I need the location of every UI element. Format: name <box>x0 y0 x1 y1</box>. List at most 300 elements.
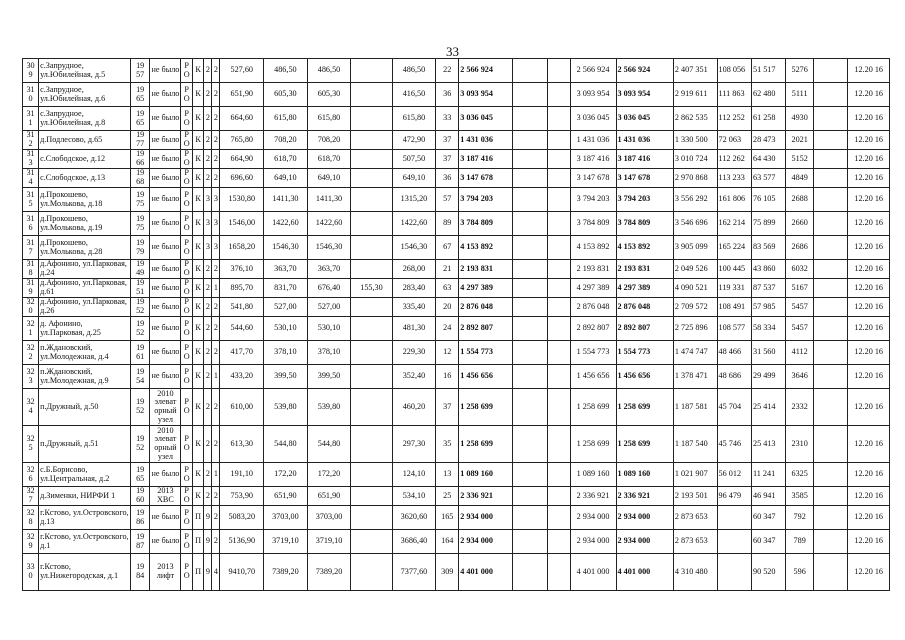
cell-t5: 62 480 <box>751 83 785 107</box>
cell-a1: 376,10 <box>220 260 264 279</box>
cell-repair: не было <box>150 131 181 150</box>
cell-empty <box>513 212 547 236</box>
cell-a1: 544,60 <box>220 317 264 341</box>
cell-addr: п.Ждановский, ул.Молодежная, д.4 <box>39 341 131 365</box>
cell-d: 12.20 16 <box>848 463 890 487</box>
table-row <box>23 298 890 317</box>
cell-year: 19 52 <box>130 298 150 317</box>
cell-t4: 56 012 <box>717 463 751 487</box>
cell-a3: 3703,00 <box>307 506 351 530</box>
cell-f: 9 <box>204 530 212 554</box>
cell-t: К <box>192 83 203 107</box>
cell-t5: 28 473 <box>751 131 785 150</box>
cell-a4 <box>351 426 392 463</box>
cell-a1: 895,70 <box>220 279 264 298</box>
cell-a4 <box>351 341 392 365</box>
cell-d: 12.20 16 <box>848 279 890 298</box>
cell-a2: 363,70 <box>264 260 308 279</box>
cell-d: 12.20 16 <box>848 530 890 554</box>
cell-t3: 4 310 480 <box>673 554 717 591</box>
cell-p: 89 <box>436 212 459 236</box>
cell-a5: 297,30 <box>392 426 436 463</box>
cell-repair: не было <box>150 279 181 298</box>
cell-t: К <box>192 260 203 279</box>
cell-m: Р О <box>181 188 192 212</box>
cell-t2: 2 876 048 <box>616 298 673 317</box>
cell-repair: не было <box>150 463 181 487</box>
cell-t: К <box>192 188 203 212</box>
cell-empty <box>813 506 847 530</box>
cell-a3: 3719,10 <box>307 530 351 554</box>
cell-addr: с.Запрудное, ул.Юбилейная, д.8 <box>39 107 131 131</box>
cell-cost: 1 554 773 <box>459 341 513 365</box>
cell-empty <box>547 83 570 107</box>
cell-d: 12.20 16 <box>848 188 890 212</box>
cell-a2: 615,80 <box>264 107 308 131</box>
cell-n: 32 3 <box>23 365 39 389</box>
table-row <box>23 188 890 212</box>
cell-year: 19 79 <box>130 236 150 260</box>
page-number: 33 <box>446 44 459 59</box>
cell-year: 19 49 <box>130 260 150 279</box>
cell-empty <box>513 83 547 107</box>
cell-t: К <box>192 212 203 236</box>
cell-p: 25 <box>436 487 459 506</box>
cell-a4 <box>351 212 392 236</box>
cell-p: 22 <box>436 59 459 83</box>
cell-addr: д.Афонино, ул.Парковая, д.26 <box>39 298 131 317</box>
cell-cost: 1 258 699 <box>459 426 513 463</box>
table-row <box>23 236 890 260</box>
cell-d: 12.20 16 <box>848 487 890 506</box>
cell-year: 19 75 <box>130 188 150 212</box>
cell-t3: 3 010 724 <box>673 150 717 169</box>
cell-a4 <box>351 107 392 131</box>
cell-d: 12.20 16 <box>848 365 890 389</box>
table-row <box>23 506 890 530</box>
table-row <box>23 365 890 389</box>
cell-cost: 4 401 000 <box>459 554 513 591</box>
cell-f: 3 <box>204 212 212 236</box>
cell-a3: 651,90 <box>307 487 351 506</box>
cell-empty <box>513 389 547 426</box>
cell-repair: не было <box>150 212 181 236</box>
cell-empty <box>547 188 570 212</box>
cell-t5: 57 985 <box>751 298 785 317</box>
cell-a1: 613,30 <box>220 426 264 463</box>
cell-n: 32 0 <box>23 298 39 317</box>
cell-year: 19 51 <box>130 279 150 298</box>
cell-repair: не было <box>150 530 181 554</box>
cell-a3: 172,20 <box>307 463 351 487</box>
cell-empty <box>813 188 847 212</box>
table-row <box>23 59 890 83</box>
cell-repair: не было <box>150 150 181 169</box>
cell-m: Р О <box>181 341 192 365</box>
cell-t6: 3646 <box>786 365 814 389</box>
cell-f: 2 <box>204 365 212 389</box>
cell-t5: 61 258 <box>751 107 785 131</box>
cell-cost: 1 431 036 <box>459 131 513 150</box>
cell-repair: не было <box>150 169 181 188</box>
cell-a4 <box>351 169 392 188</box>
cell-m: Р О <box>181 554 192 591</box>
cell-empty <box>513 487 547 506</box>
cell-t1: 2 336 921 <box>570 487 616 506</box>
cell-t1: 1 258 699 <box>570 426 616 463</box>
cell-n: 32 5 <box>23 426 39 463</box>
cell-e: 3 <box>212 212 220 236</box>
cell-m: Р О <box>181 487 192 506</box>
cell-t5: 90 520 <box>751 554 785 591</box>
cell-cost: 1 258 699 <box>459 389 513 426</box>
cell-d: 12.20 16 <box>848 426 890 463</box>
cell-a3: 618,70 <box>307 150 351 169</box>
cell-d: 12.20 16 <box>848 260 890 279</box>
cell-a5: 1422,60 <box>392 212 436 236</box>
cell-a5: 3686,40 <box>392 530 436 554</box>
cell-t5: 25 414 <box>751 389 785 426</box>
cell-a2: 649,10 <box>264 169 308 188</box>
cell-cost: 3 147 678 <box>459 169 513 188</box>
cell-t6: 2021 <box>786 131 814 150</box>
cell-t3: 3 546 696 <box>673 212 717 236</box>
cell-a4 <box>351 365 392 389</box>
cell-m: Р О <box>181 298 192 317</box>
cell-addr: д. Афонино, ул.Парковая, д.25 <box>39 317 131 341</box>
cell-t6: 5457 <box>786 298 814 317</box>
cell-empty <box>513 236 547 260</box>
cell-t: К <box>192 150 203 169</box>
cell-repair: не было <box>150 317 181 341</box>
cell-addr: д.Прокошево, ул.Молькова, д.19 <box>39 212 131 236</box>
cell-d: 12.20 16 <box>848 298 890 317</box>
cell-year: 19 60 <box>130 487 150 506</box>
cell-a4 <box>351 131 392 150</box>
cell-p: 57 <box>436 188 459 212</box>
cell-t3: 2 049 526 <box>673 260 717 279</box>
cell-m: Р О <box>181 530 192 554</box>
cell-m: Р О <box>181 426 192 463</box>
cell-repair: 2010 элеват орный узел <box>150 389 181 426</box>
cell-p: 36 <box>436 83 459 107</box>
cell-d: 12.20 16 <box>848 506 890 530</box>
cell-m: Р О <box>181 212 192 236</box>
cell-t4: 108 056 <box>717 59 751 83</box>
cell-e: 2 <box>212 487 220 506</box>
cell-t3: 2 873 653 <box>673 506 717 530</box>
cell-addr: д.Подлесово, д.65 <box>39 131 131 150</box>
cell-t3: 1 187 540 <box>673 426 717 463</box>
cell-empty <box>547 426 570 463</box>
cell-addr: п.Дружный, д.50 <box>39 389 131 426</box>
cell-addr: п.Дружный, д.51 <box>39 426 131 463</box>
cell-a5: 7377,60 <box>392 554 436 591</box>
cell-empty <box>813 530 847 554</box>
cell-t4: 48 686 <box>717 365 751 389</box>
cell-t3: 1 474 747 <box>673 341 717 365</box>
cell-t3: 1 021 907 <box>673 463 717 487</box>
cell-t: К <box>192 59 203 83</box>
cell-f: 2 <box>204 169 212 188</box>
cell-t4: 100 445 <box>717 260 751 279</box>
table-row <box>23 554 890 591</box>
cell-t3: 2 709 572 <box>673 298 717 317</box>
cell-a3: 605,30 <box>307 83 351 107</box>
cell-a4 <box>351 298 392 317</box>
cell-t6: 4849 <box>786 169 814 188</box>
cell-empty <box>813 389 847 426</box>
cell-empty <box>813 260 847 279</box>
cell-t6: 5152 <box>786 150 814 169</box>
cell-t1: 3 784 809 <box>570 212 616 236</box>
cell-a4 <box>351 150 392 169</box>
cell-a5: 507,50 <box>392 150 436 169</box>
cell-cost: 1 456 656 <box>459 365 513 389</box>
cell-t4: 45 704 <box>717 389 751 426</box>
cell-a1: 651,90 <box>220 83 264 107</box>
cell-d: 12.20 16 <box>848 554 890 591</box>
cell-e: 1 <box>212 463 220 487</box>
cell-repair: 2013 ХВС <box>150 487 181 506</box>
cell-t5: 63 577 <box>751 169 785 188</box>
cell-n: 32 2 <box>23 341 39 365</box>
cell-a5: 416,50 <box>392 83 436 107</box>
cell-year: 19 52 <box>130 389 150 426</box>
cell-t: К <box>192 279 203 298</box>
cell-m: Р О <box>181 317 192 341</box>
cell-addr: д.Зименки, НИРФИ 1 <box>39 487 131 506</box>
cell-cost: 4 297 389 <box>459 279 513 298</box>
cell-n: 31 7 <box>23 236 39 260</box>
cell-a4 <box>351 188 392 212</box>
cell-t3: 1 378 471 <box>673 365 717 389</box>
cell-empty <box>813 279 847 298</box>
cell-e: 2 <box>212 59 220 83</box>
cell-empty <box>547 260 570 279</box>
cell-e: 3 <box>212 236 220 260</box>
cell-f: 9 <box>204 506 212 530</box>
cell-year: 19 68 <box>130 169 150 188</box>
cell-n: 31 3 <box>23 150 39 169</box>
cell-empty <box>547 341 570 365</box>
cell-t2: 4 401 000 <box>616 554 673 591</box>
cell-year: 19 66 <box>130 150 150 169</box>
cell-t6: 6032 <box>786 260 814 279</box>
cell-a4 <box>351 83 392 107</box>
cell-t5: 29 499 <box>751 365 785 389</box>
cell-a5: 534,10 <box>392 487 436 506</box>
cell-a2: 618,70 <box>264 150 308 169</box>
cell-cost: 2 193 831 <box>459 260 513 279</box>
cell-a3: 530,10 <box>307 317 351 341</box>
cell-t4: 72 063 <box>717 131 751 150</box>
cell-empty <box>547 212 570 236</box>
cell-addr: с.Б.Борисово, ул.Центральная, д.2 <box>39 463 131 487</box>
cell-t2: 2 336 921 <box>616 487 673 506</box>
cell-t: К <box>192 341 203 365</box>
cell-a2: 3703,00 <box>264 506 308 530</box>
cell-e: 2 <box>212 298 220 317</box>
cell-t2: 2 934 000 <box>616 506 673 530</box>
cell-m: Р О <box>181 150 192 169</box>
cell-a5: 352,40 <box>392 365 436 389</box>
cell-t: К <box>192 389 203 426</box>
cell-m: Р О <box>181 107 192 131</box>
cell-f: 2 <box>204 107 212 131</box>
cell-t: К <box>192 463 203 487</box>
cell-t4: 112 262 <box>717 150 751 169</box>
cell-t5: 11 241 <box>751 463 785 487</box>
cell-t2: 3 784 809 <box>616 212 673 236</box>
cell-cost: 4 153 892 <box>459 236 513 260</box>
cell-a2: 1422,60 <box>264 212 308 236</box>
cell-t: К <box>192 487 203 506</box>
cell-a4 <box>351 487 392 506</box>
cell-e: 2 <box>212 131 220 150</box>
cell-e: 2 <box>212 530 220 554</box>
cell-cost: 3 036 045 <box>459 107 513 131</box>
cell-a5: 124,10 <box>392 463 436 487</box>
cell-t1: 3 036 045 <box>570 107 616 131</box>
cell-e: 2 <box>212 317 220 341</box>
cell-e: 2 <box>212 150 220 169</box>
cell-t5: 43 860 <box>751 260 785 279</box>
cell-t4: 162 214 <box>717 212 751 236</box>
cell-empty <box>513 188 547 212</box>
cell-n: 32 4 <box>23 389 39 426</box>
cell-n: 31 6 <box>23 212 39 236</box>
cell-t: К <box>192 426 203 463</box>
cell-t3: 2 193 501 <box>673 487 717 506</box>
cell-t1: 3 794 203 <box>570 188 616 212</box>
cell-a1: 753,90 <box>220 487 264 506</box>
cell-p: 164 <box>436 530 459 554</box>
cell-a2: 539,80 <box>264 389 308 426</box>
cell-t: К <box>192 317 203 341</box>
cell-t1: 3 093 954 <box>570 83 616 107</box>
cell-a2: 651,90 <box>264 487 308 506</box>
cell-year: 19 61 <box>130 341 150 365</box>
cell-p: 36 <box>436 169 459 188</box>
cell-p: 12 <box>436 341 459 365</box>
cell-p: 16 <box>436 365 459 389</box>
cell-addr: с.Слободское, д.12 <box>39 150 131 169</box>
cell-n: 32 1 <box>23 317 39 341</box>
cell-t2: 3 093 954 <box>616 83 673 107</box>
cell-a3: 708,20 <box>307 131 351 150</box>
cell-d: 12.20 16 <box>848 59 890 83</box>
cell-t4 <box>717 506 751 530</box>
cell-t3: 3 556 292 <box>673 188 717 212</box>
cell-f: 2 <box>204 317 212 341</box>
cell-a1: 541,80 <box>220 298 264 317</box>
cell-t6: 4930 <box>786 107 814 131</box>
cell-repair: 2010 элеват орный узел <box>150 426 181 463</box>
cell-cost: 3 093 954 <box>459 83 513 107</box>
cell-addr: д.Прокошево, ул.Молькова, д.18 <box>39 188 131 212</box>
cell-p: 13 <box>436 463 459 487</box>
cell-empty <box>547 554 570 591</box>
cell-f: 2 <box>204 260 212 279</box>
cell-empty <box>513 463 547 487</box>
cell-t1: 2 934 000 <box>570 530 616 554</box>
cell-cost: 2 934 000 <box>459 530 513 554</box>
cell-empty <box>513 107 547 131</box>
cell-t1: 1 456 656 <box>570 365 616 389</box>
cell-a2: 605,30 <box>264 83 308 107</box>
cell-year: 19 52 <box>130 317 150 341</box>
cell-t3: 4 090 521 <box>673 279 717 298</box>
cell-t1: 1 258 699 <box>570 389 616 426</box>
cell-cost: 2 566 924 <box>459 59 513 83</box>
cell-a4 <box>351 236 392 260</box>
cell-d: 12.20 16 <box>848 169 890 188</box>
cell-empty <box>813 341 847 365</box>
cell-f: 9 <box>204 554 212 591</box>
cell-d: 12.20 16 <box>848 212 890 236</box>
cell-empty <box>513 365 547 389</box>
cell-repair: 2013 лифт <box>150 554 181 591</box>
cell-f: 2 <box>204 298 212 317</box>
cell-t: К <box>192 365 203 389</box>
cell-t2: 3 036 045 <box>616 107 673 131</box>
cell-t5: 64 430 <box>751 150 785 169</box>
cell-empty <box>513 279 547 298</box>
cell-a4 <box>351 317 392 341</box>
cell-f: 3 <box>204 188 212 212</box>
cell-a5: 283,40 <box>392 279 436 298</box>
cell-year: 19 57 <box>130 59 150 83</box>
cell-t5: 83 569 <box>751 236 785 260</box>
cell-n: 31 0 <box>23 83 39 107</box>
cell-a2: 378,10 <box>264 341 308 365</box>
cell-repair: не было <box>150 260 181 279</box>
cell-a2: 486,50 <box>264 59 308 83</box>
cell-f: 2 <box>204 487 212 506</box>
cell-empty <box>547 59 570 83</box>
cell-cost: 3 784 809 <box>459 212 513 236</box>
cell-t6: 2688 <box>786 188 814 212</box>
cell-a2: 7389,20 <box>264 554 308 591</box>
cell-year: 19 65 <box>130 83 150 107</box>
cell-t6: 6325 <box>786 463 814 487</box>
cell-year: 19 65 <box>130 463 150 487</box>
cell-n: 31 1 <box>23 107 39 131</box>
cell-a2: 527,00 <box>264 298 308 317</box>
cell-empty <box>813 83 847 107</box>
cell-t2: 2 892 807 <box>616 317 673 341</box>
cell-a1: 1546,00 <box>220 212 264 236</box>
cell-f: 2 <box>204 426 212 463</box>
cell-addr: г.Кстово, ул.Нижегородская, д.1 <box>39 554 131 591</box>
cell-empty <box>547 506 570 530</box>
cell-a4 <box>351 59 392 83</box>
cell-empty <box>813 317 847 341</box>
cell-a1: 191,10 <box>220 463 264 487</box>
cell-p: 67 <box>436 236 459 260</box>
cell-a5: 472,90 <box>392 131 436 150</box>
cell-empty <box>813 131 847 150</box>
cell-a3: 544,80 <box>307 426 351 463</box>
cell-cost: 3 794 203 <box>459 188 513 212</box>
cell-a2: 530,10 <box>264 317 308 341</box>
cell-t5: 46 941 <box>751 487 785 506</box>
cell-t4: 108 491 <box>717 298 751 317</box>
cell-year: 19 86 <box>130 506 150 530</box>
cell-a3: 1546,30 <box>307 236 351 260</box>
cell-d: 12.20 16 <box>848 83 890 107</box>
